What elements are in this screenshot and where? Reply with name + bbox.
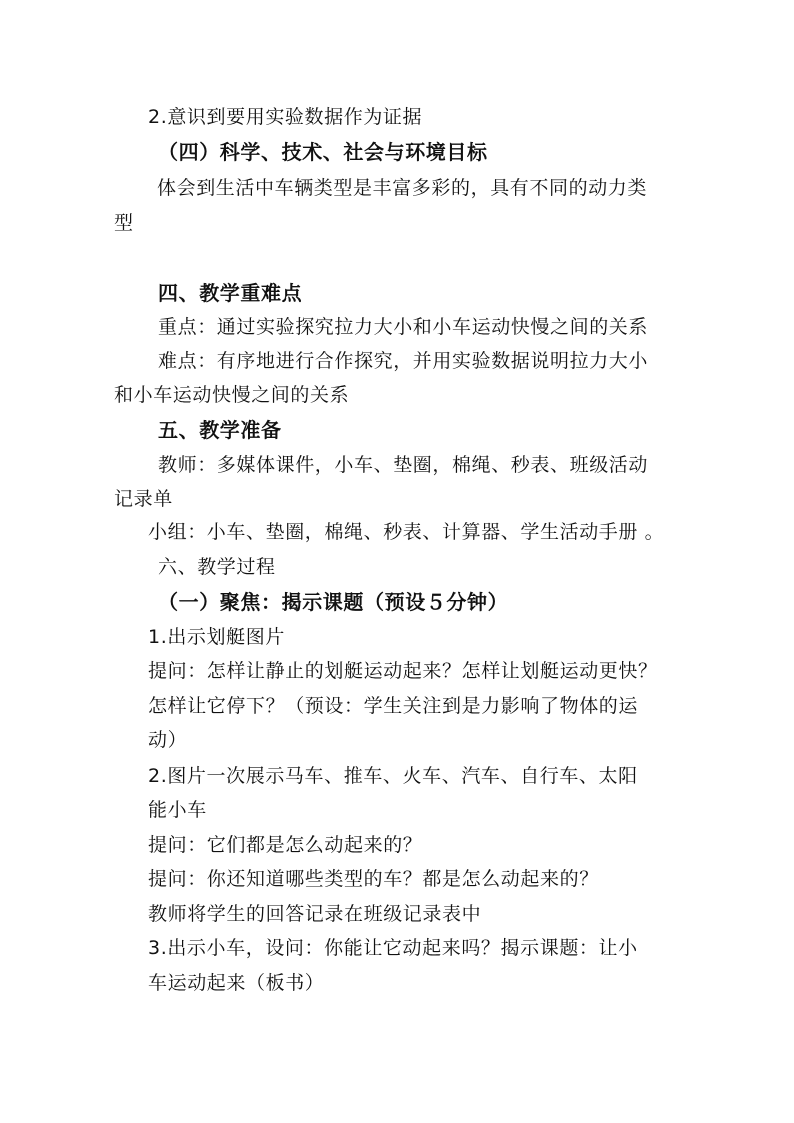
text-item-3: 3.出示小车，设问：你能让它动起来吗？揭示课题：让小 [148, 937, 638, 959]
text-item-2: 2.图片一次展示马车、推车、火车、汽车、自行车、太阳 [148, 765, 638, 787]
subheading-focus: （一）聚焦：揭示课题（预设５分钟） [158, 590, 509, 614]
text-key-point: 重点：通过实验探究拉力大小和小车运动快慢之间的关系 [158, 316, 649, 338]
text-question-1: 提问：怎样让静止的划艇运动起来？怎样让划艇运动更快？ [148, 660, 658, 682]
text-difficulty: 难点：有序地进行合作探究，并用实验数据说明拉力大小 [158, 350, 649, 372]
text-item-2-cont: 能小车 [148, 799, 207, 821]
text-question-1-cont: 怎样让它停下？（预设：学生关注到是力影响了物体的运 [148, 695, 639, 717]
text-question-1-end: 动） [148, 729, 188, 751]
text-teacher-prep: 教师：多媒体课件，小车、垫圈，棉绳、秒表、班级活动 [158, 454, 649, 476]
heading-teaching-focus: 四、教学重难点 [158, 281, 303, 305]
text-group-prep: 小组：小车、垫圈，棉绳、秒表、计算器、学生活动手册 。 [148, 521, 665, 543]
text-question-3: 提问：你还知道哪些类型的车？都是怎么动起来的？ [148, 868, 599, 890]
text-item-1: 1.出示划艇图片 [148, 626, 285, 648]
text-line-4: 型 [114, 212, 134, 234]
text-item-3-cont: 车运动起来（板书） [148, 972, 325, 994]
text-teacher-prep-cont: 记录单 [114, 488, 173, 510]
text-teacher-record: 教师将学生的回答记录在班级记录表中 [148, 903, 482, 925]
heading-preparation: 五、教学准备 [158, 418, 282, 442]
text-line-1: 2.意识到要用实验数据作为证据 [148, 106, 423, 128]
heading-process: 六、教学过程 [158, 556, 276, 578]
text-line-3: 体会到生活中车辆类型是丰富多彩的，具有不同的动力类 [157, 177, 648, 199]
text-difficulty-cont: 和小车运动快慢之间的关系 [114, 384, 350, 406]
text-question-2: 提问：它们都是怎么动起来的？ [148, 834, 423, 856]
section-heading-4: （四）科学、技术、社会与环境目标 [158, 140, 488, 164]
